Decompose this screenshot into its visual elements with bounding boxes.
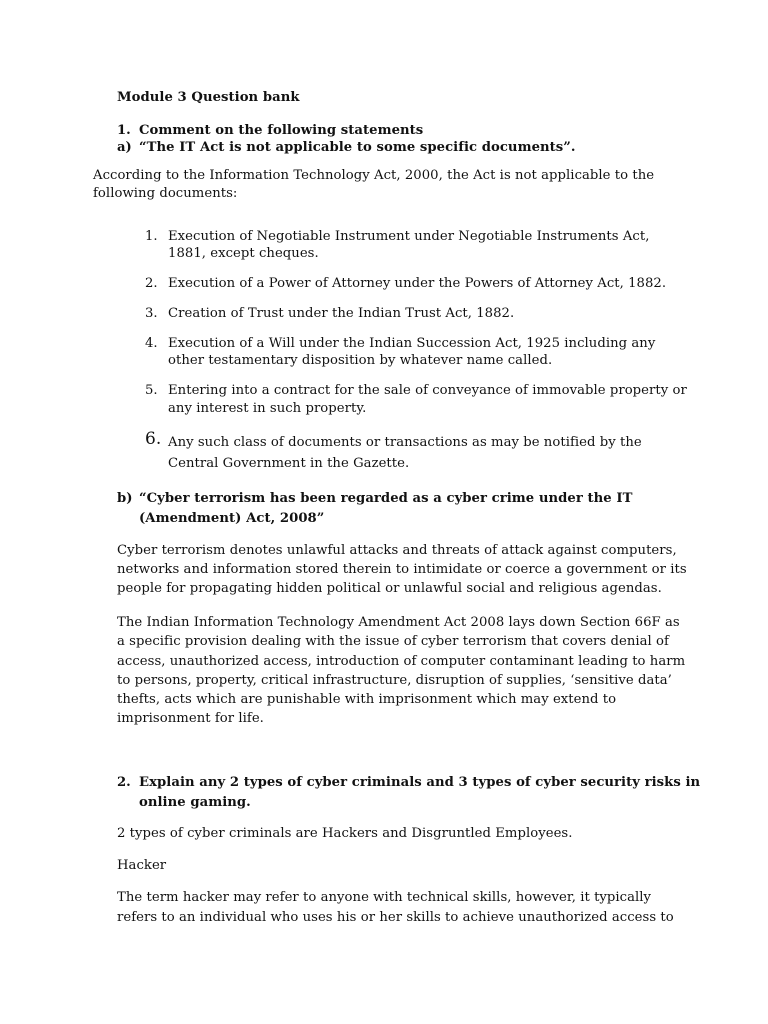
- list-item-text: Any such class of documents or transactions as may be notified by the: [168, 435, 642, 450]
- list-item-number: 6.: [145, 429, 162, 449]
- list-item-number: 4.: [145, 336, 158, 351]
- question-1-number: 1.: [117, 123, 131, 138]
- paragraph-line: Cyber terrorism denotes unlawful attacks and threats of attack against computers,: [117, 543, 677, 558]
- question-2-number: 2.: [117, 775, 131, 790]
- intro-paragraph-line: According to the Information Technology Act, 2000, the Act is not applicable to the: [93, 168, 655, 183]
- list-item-text: Central Government in the Gazette.: [168, 456, 410, 471]
- question-2-heading: Explain any 2 types of cyber criminals and 3 types of cyber security risks in: [139, 775, 701, 790]
- question-1-heading: Comment on the following statements: [139, 123, 424, 138]
- list-item-number: 1.: [145, 229, 158, 244]
- list-item-number: 2.: [145, 276, 158, 291]
- paragraph-line: people for propagating hidden political or unlawful social and religious agendas.: [117, 581, 662, 596]
- subquestion-b-text: “Cyber terrorism has been regarded as a cyber crime under the IT: [139, 491, 633, 506]
- paragraph-line: refers to an individual who uses his or her skills to achieve unauthorized access to: [117, 910, 674, 925]
- paragraph-line: to persons, property, critical infrastructure, disruption of supplies, ‘sensitive data’: [117, 673, 672, 688]
- intro-paragraph-line: following documents:: [93, 186, 238, 201]
- list-item-text: other testamentary disposition by whatever name called.: [168, 353, 553, 368]
- page-title: Module 3 Question bank: [117, 90, 300, 105]
- subquestion-a-text: “The IT Act is not applicable to some specific documents”.: [139, 140, 576, 155]
- list-item-text: Creation of Trust under the Indian Trust Act, 1882.: [168, 306, 515, 321]
- paragraph-line: access, unauthorized access, introduction of computer contaminant leading to harm: [117, 654, 686, 669]
- list-item-number: 5.: [145, 383, 158, 398]
- answer-intro: 2 types of cyber criminals are Hackers and Disgruntled Employees.: [117, 826, 573, 841]
- subquestion-b-text: (Amendment) Act, 2008”: [139, 511, 325, 526]
- list-item-text: Execution of a Will under the Indian Succession Act, 1925 including any: [168, 336, 656, 351]
- paragraph-line: networks and information stored therein to intimidate or coerce a government or its: [117, 562, 687, 577]
- list-item-text: Execution of a Power of Attorney under the Powers of Attorney Act, 1882.: [168, 276, 667, 291]
- paragraph-line: thefts, acts which are punishable with imprisonment which may extend to: [117, 692, 617, 707]
- paragraph-line: imprisonment for life.: [117, 711, 264, 726]
- subquestion-b-label: b): [117, 491, 133, 506]
- list-item-text: Entering into a contract for the sale of conveyance of immovable property or: [168, 383, 687, 398]
- paragraph-line: The term hacker may refer to anyone with technical skills, however, it typically: [117, 890, 652, 905]
- list-item-number: 3.: [145, 306, 158, 321]
- paragraph-line: a specific provision dealing with the issue of cyber terrorism that covers denial of: [117, 634, 669, 649]
- subquestion-a-label: a): [117, 140, 132, 155]
- list-item-text: 1881, except cheques.: [168, 246, 319, 261]
- section-subheading: Hacker: [117, 858, 167, 873]
- paragraph-line: The Indian Information Technology Amendment Act 2008 lays down Section 66F as: [117, 615, 680, 630]
- list-item-text: any interest in such property.: [168, 401, 367, 416]
- question-2-heading: online gaming.: [139, 795, 251, 810]
- list-item-text: Execution of Negotiable Instrument under Negotiable Instruments Act,: [168, 229, 650, 244]
